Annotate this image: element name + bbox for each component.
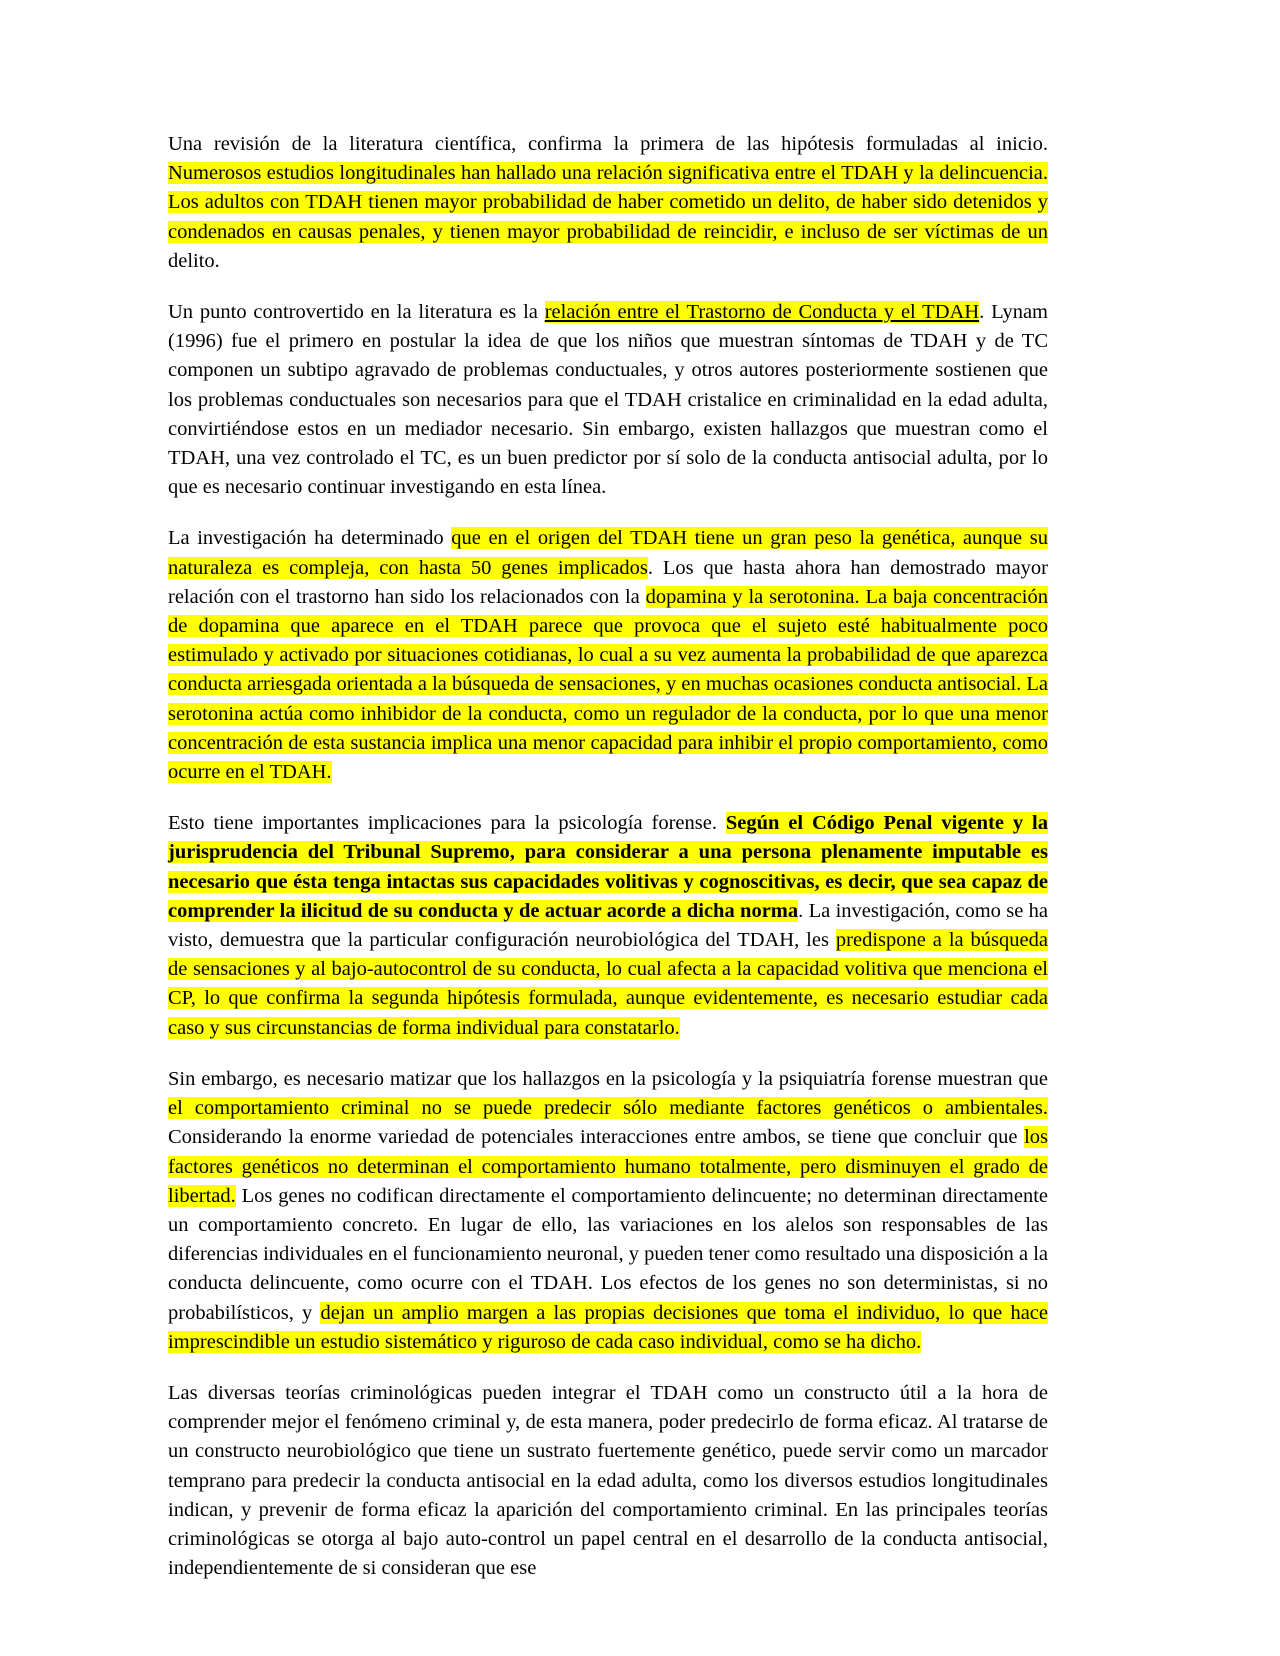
highlighted-text-run: que en el origen del TDAH tiene un gran peso la genética, aunque su naturaleza es compleja, con hasta 50 genes implicados [168, 527, 1048, 579]
text-run: Esto tiene importantes implicaciones para la psicología forense. [168, 812, 726, 835]
text-run: Una revisión de la literatura científica, confirma la primera de las hipótesis formuladas al inicio. [168, 133, 1048, 155]
text-run: . La investigación, como se ha visto, demuestra que la particular configuración neurobiológica del TDAH, les [168, 899, 1048, 952]
paragraph [168, 1065, 1048, 1357]
highlighted-text-run: predispone a la búsqueda de sensaciones y al bajo-autocontrol de su conducta, lo cual afecta a la capacidad volitiva que menciona el CP, lo que confirma la segunda hipótesis formulada, aunque evidentemente, es necesario estudiar cada caso y sus circunstancias de forma individual para constatarlo. [168, 929, 1048, 1039]
highlighted-text-run: los factores genéticos no determinan el comportamiento humano totalmente, pero disminuyen el grado de libertad. [168, 1126, 1048, 1207]
text-run: Un punto controvertido en la literatura es la [168, 301, 545, 324]
text-run: Los genes no codifican directamente el comportamiento delincuente; no determinan directamente un comportamiento concreto. En lugar de ello, las variaciones en los alelos son responsables de las diferencias individuales en el funcionamiento neuronal, y pueden tener como resultado una disposición a la conducta delincuente, como ocurre con el TDAH. Los efectos de los genes no son deterministas, si no probabilísticos, y [168, 1184, 1048, 1324]
text-run: . Lynam (1996) fue el primero en postular la idea de que los niños que muestran síntomas de TDAH y de TC componen un subtipo agravado de problemas conductuales, y otros autores posteriormente sostienen que los problemas conductuales son necesarios para que el TDAH cristalice en criminalidad en la edad adulta, convirtiéndose estos en un mediador necesario. Sin embargo, existen hallazgos que muestran como el TDAH, una vez controlado el TC, es un buen predictor por sí solo de la conducta antisocial adulta, por lo que es necesario continuar investigando en esta línea. [168, 301, 1048, 499]
text-run: Sin embargo, es necesario matizar que los hallazgos en la psicología y la psiquiatría forense muestran que [168, 1067, 1048, 1090]
paragraph [168, 524, 1048, 787]
paragraph [168, 809, 1048, 1043]
highlighted-bold-text-run: Según el Código Penal vigente y la jurisprudencia del Tribunal Supremo, para considerar a una persona plenamente imputable es necesario que ésta tenga intactas sus capacidades volitivas y cognoscitivas, es decir, que sea capaz de comprender la ilicitud de su conducta y de actuar acorde a dicha norma [168, 812, 1048, 922]
paragraph [168, 1379, 1048, 1583]
paragraph [168, 298, 1048, 502]
highlighted-text-run: el comportamiento criminal no se puede predecir sólo mediante factores genéticos o ambientales. [168, 1097, 1048, 1120]
highlighted-text-run: dejan un amplio margen a las propias decisiones que toma el individuo, lo que hace imprescindible un estudio sistemático y riguroso de cada caso individual, como se ha dicho. [168, 1301, 1048, 1353]
text-run: Las diversas teorías criminológicas pueden integrar el TDAH como un constructo útil a la hora de comprender mejor el fenómeno criminal y, de esta manera, poder predecirlo de forma eficaz. Al tratarse de un constructo neurobiológico que tiene un sustrato fuertemente genético, puede servir como un marcador temprano para predecir la conducta antisocial en la edad adulta, como los diversos estudios longitudinales indican, y prevenir de forma eficaz la aparición del comportamiento criminal. En las principales teorías criminológicas se otorga al bajo auto-control un papel central en el desarrollo de la conducta antisocial, independientemente de si consideran que ese [168, 1381, 1048, 1580]
text-run: los relacionados con la [450, 585, 646, 608]
text-run: delito. [168, 249, 220, 272]
text-run: . Los que hasta ahora han demostrado mayor relación con el trastorno han sido [168, 556, 1049, 608]
highlighted-text-run: Numerosos estudios longitudinales han hallado una relación significativa entre el TDAH y la delincuencia. Los adultos con TDAH tienen mayor probabilidad de haber cometido un delito, de haber sido detenidos y condenados en causas penales, y tienen mayor probabilidad de reincidir, e incluso de ser víctimas de un [168, 162, 1048, 243]
highlighted-underlined-text-run: relación entre el Trastorno de Conducta y el TDAH [544, 301, 980, 324]
text-run: La investigación ha determinado [168, 527, 452, 550]
paragraph [168, 130, 1048, 276]
text-run: Considerando la enorme variedad de potenciales interacciones entre ambos, se tiene que concluir que [168, 1126, 1025, 1149]
highlighted-text-run: dopamina y la serotonina. La baja concentración de dopamina que aparece en el TDAH parece que provoca que el sujeto esté habitualmente poco estimulado y activado por situaciones cotidianas, lo cual a su vez aumenta la probabilidad de que aparezca conducta arriesgada orientada a la búsqueda de sensaciones, y en muchas ocasiones conducta antisocial. La serotonina actúa como inhibidor de la conducta, como un regulador de la conducta, por lo que una menor concentración de esta sustancia implica una menor capacidad para inhibir el propio comportamiento, como ocurre en el TDAH. [168, 585, 1049, 784]
document-body [168, 130, 1048, 1583]
